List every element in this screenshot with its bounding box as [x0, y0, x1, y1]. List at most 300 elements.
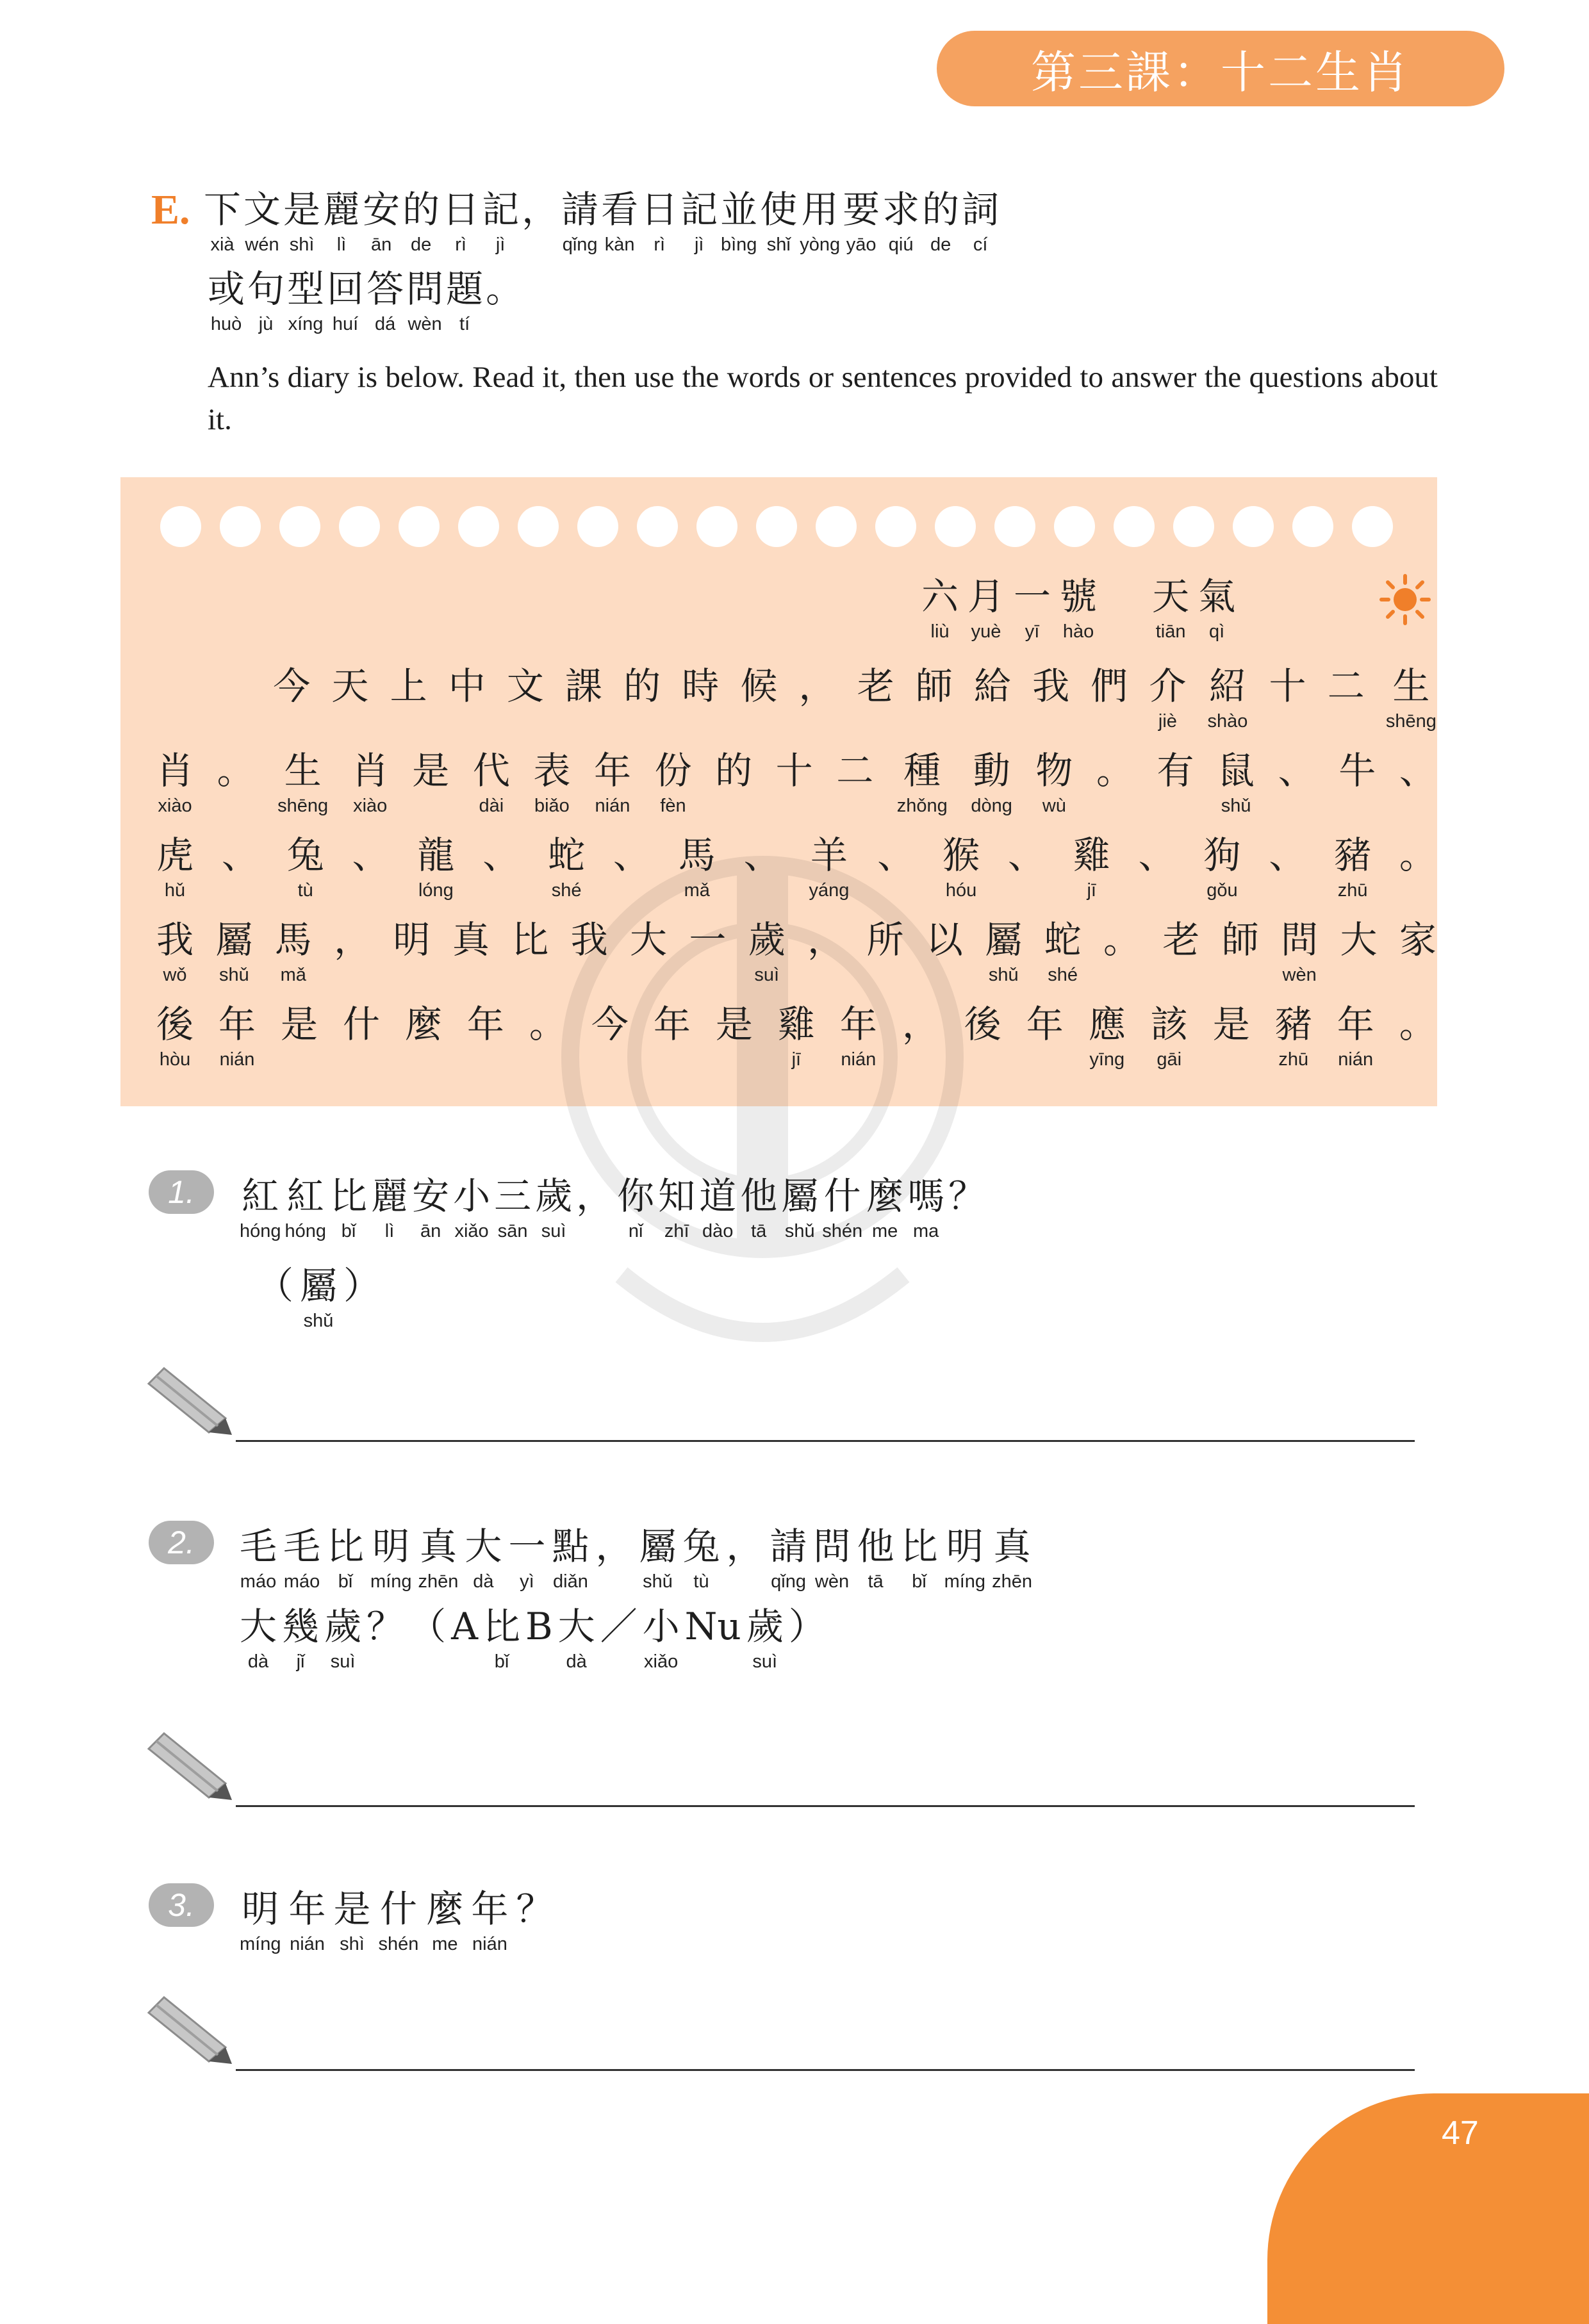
- hanzi-cell: [985, 916, 1022, 986]
- hanzi-cell: [240, 1172, 281, 1243]
- hanzi: 代: [472, 749, 510, 792]
- hanzi: 比: [900, 1525, 938, 1568]
- hanzi-cell: [343, 1262, 381, 1332]
- hanzi-cell: [156, 662, 193, 733]
- pinyin: sān: [497, 1221, 528, 1241]
- hanzi-cell: [352, 747, 389, 817]
- hanzi-cell: [156, 747, 193, 817]
- hanzi: [215, 662, 252, 710]
- hanzi: 下: [204, 188, 242, 231]
- hanzi-cell: [327, 265, 364, 336]
- hanzi-cell: [282, 1603, 319, 1673]
- hanzi: 表: [533, 749, 571, 792]
- pinyin: bǐ: [912, 1571, 926, 1592]
- binder-hole: [756, 506, 797, 547]
- hanzi: 回: [327, 267, 365, 311]
- hanzi-cell: [807, 916, 844, 986]
- hanzi-cell: [1399, 747, 1437, 817]
- pinyin: zhǒng: [896, 796, 948, 816]
- hanzi-cell: [247, 265, 284, 336]
- hanzi: 大: [630, 918, 668, 962]
- pinyin: shǔ: [784, 1221, 815, 1241]
- hanzi-cell: [595, 1523, 632, 1593]
- pinyin: dá: [374, 314, 396, 334]
- hanzi: 以: [925, 918, 963, 962]
- hanzi: 是: [1212, 1002, 1250, 1046]
- hanzi: 老: [857, 664, 894, 708]
- hanzi-cell: [689, 916, 726, 986]
- hanzi-cell: [525, 1603, 553, 1673]
- hanzi-cell: [283, 186, 320, 256]
- hanzi-cell: [273, 662, 310, 733]
- hanzi-cell: [654, 1001, 691, 1071]
- pinyin: shǔ: [1221, 796, 1251, 816]
- hanzi-cell: [1149, 662, 1186, 733]
- section-letter: E.: [151, 186, 190, 233]
- hanzi: 。: [1103, 918, 1141, 962]
- hanzi-cell: [1103, 916, 1140, 986]
- hanzi: 年: [1337, 1002, 1374, 1046]
- hanzi-cell: [799, 662, 836, 733]
- pinyin: shì: [289, 234, 315, 255]
- hanzi: 句: [247, 267, 285, 311]
- hanzi-cell: [600, 1603, 638, 1673]
- hanzi: 後: [156, 1002, 194, 1046]
- hanzi-cell: [402, 186, 440, 256]
- hanzi: 我: [156, 918, 194, 962]
- hanzi: 該: [1150, 1002, 1188, 1046]
- hanzi: 點: [552, 1525, 589, 1568]
- hanzi: 雞: [777, 1002, 815, 1046]
- pinyin: suì: [752, 1651, 778, 1672]
- sun-icon: [1379, 574, 1431, 625]
- pinyin: bìng: [720, 234, 757, 255]
- hanzi: 日: [442, 188, 480, 231]
- hanzi: ／: [600, 1605, 638, 1648]
- binder-hole: [994, 506, 1035, 547]
- hanzi-cell: [516, 1885, 553, 1956]
- hanzi: 詞: [962, 188, 1000, 231]
- hanzi-cell: [535, 1172, 572, 1243]
- question-number-2: 2.: [149, 1521, 214, 1564]
- hanzi: 什: [823, 1174, 861, 1218]
- hanzi-cell: [363, 186, 400, 256]
- hanzi: 所: [866, 918, 904, 962]
- hanzi: ？: [516, 1887, 554, 1931]
- pinyin: míng: [944, 1571, 986, 1592]
- hanzi: ）: [788, 1605, 826, 1648]
- hanzi-cell: [1334, 831, 1371, 902]
- hanzi-cell: [561, 186, 598, 256]
- hanzi: 記: [680, 188, 718, 231]
- hanzi-cell: [1217, 747, 1255, 817]
- hanzi: 中: [448, 664, 486, 708]
- hanzi-cell: [613, 831, 650, 902]
- hanzi-cell: [1208, 662, 1248, 733]
- binder-hole: [1233, 506, 1274, 547]
- hanzi: 真: [452, 918, 490, 962]
- hanzi-cell: [409, 1603, 446, 1673]
- hanzi-cell: [243, 186, 281, 256]
- hanzi: 屬: [639, 1525, 677, 1568]
- hanzi: 幾: [282, 1605, 320, 1648]
- hanzi-cell: [522, 186, 559, 256]
- hanzi-cell: [776, 747, 813, 817]
- hanzi-cell: [867, 916, 904, 986]
- pinyin: nǐ: [628, 1221, 643, 1241]
- hanzi-cell: [218, 1001, 256, 1071]
- hanzi-cell: [204, 186, 241, 256]
- hanzi: 三: [494, 1174, 532, 1218]
- hanzi: 一: [1014, 575, 1051, 618]
- binder-hole: [160, 506, 201, 547]
- hanzi-cell: [281, 1001, 318, 1071]
- hanzi: 毛: [283, 1525, 321, 1568]
- page-number: 47: [1442, 2115, 1479, 2152]
- hanzi-cell: [393, 916, 431, 986]
- pinyin: yuè: [971, 621, 1001, 642]
- hanzi: 問: [813, 1525, 851, 1568]
- hanzi-cell: [1060, 573, 1097, 643]
- hanzi: A: [451, 1605, 478, 1648]
- hanzi-cell: [331, 662, 368, 733]
- hanzi: [156, 662, 193, 710]
- hanzi-cell: [533, 747, 570, 817]
- hanzi-cell: [760, 186, 797, 256]
- pinyin: hǔ: [164, 880, 186, 901]
- hanzi: ，: [726, 1525, 764, 1568]
- hanzi: ，: [902, 1002, 939, 1046]
- pinyin: xíng: [288, 314, 324, 334]
- hanzi: 虎: [156, 833, 194, 877]
- hanzi-cell: [288, 1885, 325, 1956]
- pinyin: mǎ: [280, 965, 306, 985]
- hanzi: 看: [601, 188, 639, 231]
- hanzi-cell: [473, 747, 510, 817]
- hanzi: 麼: [404, 1002, 442, 1046]
- hanzi-cell: [1269, 831, 1306, 902]
- hanzi: 麗: [323, 188, 361, 231]
- hanzi: 麗: [371, 1174, 409, 1218]
- hanzi: 、: [1269, 833, 1306, 877]
- hanzi-cell: [992, 1523, 1032, 1593]
- hanzi-cell: [944, 1523, 985, 1593]
- pinyin: zhēn: [992, 1571, 1032, 1592]
- hanzi: 明: [946, 1525, 984, 1568]
- hanzi-cell: [548, 831, 585, 902]
- hanzi-cell: [699, 1172, 736, 1243]
- hanzi: 大: [465, 1525, 502, 1568]
- hanzi: 我: [1032, 664, 1070, 708]
- hanzi-cell: [857, 662, 894, 733]
- hanzi-cell: [639, 1523, 676, 1593]
- hanzi-cell: [967, 573, 1005, 643]
- hanzi-cell: [822, 1172, 862, 1243]
- hanzi-cell: [1338, 747, 1376, 817]
- pinyin: hóu: [945, 880, 977, 901]
- hanzi: 課: [564, 664, 602, 708]
- answer-line-2[interactable]: [236, 1805, 1415, 1807]
- pinyin: zhū: [1337, 880, 1368, 901]
- hanzi-cell: [623, 662, 661, 733]
- hanzi: 屬: [781, 1174, 819, 1218]
- hanzi: 大: [1340, 918, 1378, 962]
- hanzi-cell: [1203, 831, 1240, 902]
- pinyin: shào: [1207, 711, 1248, 732]
- pinyin: xiǎo: [644, 1651, 679, 1672]
- pinyin: shēng: [277, 796, 329, 816]
- hanzi: 天: [1152, 575, 1190, 618]
- hanzi-cell: [571, 916, 608, 986]
- hanzi-cell: [471, 1885, 508, 1956]
- hanzi: 兔: [682, 1525, 720, 1568]
- school-emblem-watermark: [545, 826, 980, 1390]
- hanzi-cell: [1275, 1001, 1312, 1071]
- binder-holes: [160, 506, 1393, 547]
- hanzi: 紅: [286, 1174, 324, 1218]
- hanzi-cell: [287, 265, 324, 336]
- hanzi: 們: [1091, 664, 1128, 708]
- pinyin: dòng: [971, 796, 1012, 816]
- hanzi: 是: [280, 1002, 318, 1046]
- hanzi-cell: [1399, 1001, 1437, 1071]
- hanzi: ？: [366, 1605, 404, 1648]
- hanzi: ，: [522, 188, 559, 231]
- pinyin: huí: [332, 314, 359, 334]
- pinyin: máo: [240, 1571, 277, 1592]
- hanzi-cell: [451, 1603, 478, 1673]
- hanzi-cell: [240, 1603, 277, 1673]
- answer-line-1[interactable]: [236, 1440, 1415, 1442]
- hanzi-cell: [217, 747, 254, 817]
- binder-hole: [875, 506, 916, 547]
- hanzi: 。: [529, 1002, 566, 1046]
- hanzi: 。: [1399, 1002, 1437, 1046]
- hanzi: 大: [240, 1605, 277, 1648]
- pinyin: xiào: [158, 796, 192, 816]
- hanzi: 年: [653, 1002, 691, 1046]
- hanzi-cell: [275, 916, 312, 986]
- pinyin: tù: [693, 1571, 709, 1592]
- pinyin: qǐng: [771, 1571, 806, 1592]
- pencil-icon: [142, 1730, 232, 1800]
- question-3-text: [240, 1885, 553, 1956]
- pinyin: ān: [420, 1221, 441, 1241]
- hanzi: 今: [591, 1002, 629, 1046]
- pinyin: dà: [247, 1651, 269, 1672]
- hanzi-cell: [720, 186, 757, 256]
- hanzi-cell: [486, 265, 523, 336]
- hanzi-cell: [1089, 1001, 1126, 1071]
- hanzi: 安: [412, 1174, 450, 1218]
- hanzi-cell: [740, 662, 777, 733]
- hanzi: 歲: [535, 1174, 573, 1218]
- hanzi: 的: [623, 664, 661, 708]
- answer-line-3[interactable]: [236, 2069, 1415, 2071]
- hanzi-cell: [405, 1001, 442, 1071]
- hanzi-cell: [770, 1523, 807, 1593]
- hanzi: 是: [412, 749, 450, 792]
- pinyin: suì: [330, 1651, 356, 1672]
- hanzi-cell: [256, 1262, 293, 1332]
- binder-hole: [637, 506, 678, 547]
- pinyin: yì: [520, 1571, 534, 1592]
- hanzi: 、: [221, 833, 259, 877]
- hanzi: 、: [743, 833, 781, 877]
- hanzi-cell: [643, 1603, 680, 1673]
- hanzi-cell: [453, 1172, 490, 1243]
- hanzi-cell: [843, 186, 880, 256]
- hanzi: 豬: [1334, 833, 1372, 877]
- hanzi-cell: [343, 1001, 380, 1071]
- hanzi-cell: [576, 1172, 613, 1243]
- pinyin: xiǎo: [454, 1221, 489, 1241]
- pinyin: cí: [973, 234, 988, 255]
- hanzi-cell: [1328, 662, 1365, 733]
- diary-date-line: [921, 573, 1235, 643]
- hanzi: 肖: [156, 749, 194, 792]
- hanzi-cell: [1073, 831, 1110, 902]
- pinyin: hào: [1062, 621, 1094, 642]
- hanzi: 答: [366, 267, 404, 311]
- hanzi-cell: [467, 1001, 504, 1071]
- hanzi-cell: [452, 916, 490, 986]
- hanzi-cell: [1281, 916, 1318, 986]
- binder-hole: [1352, 506, 1393, 547]
- hanzi-cell: [1213, 1001, 1250, 1071]
- hanzi-cell: [882, 186, 919, 256]
- pinyin: bǐ: [341, 1221, 356, 1241]
- hanzi-cell: [379, 1885, 419, 1956]
- hanzi: 請: [770, 1525, 807, 1568]
- question-1-hint: [256, 1262, 381, 1332]
- hanzi-cell: [565, 662, 602, 733]
- hanzi: 、: [613, 833, 650, 877]
- hanzi: 羊: [810, 833, 848, 877]
- pinyin: qì: [1209, 621, 1225, 642]
- hanzi: 年: [466, 1002, 504, 1046]
- hanzi-cell: [1162, 916, 1199, 986]
- hanzi: 小: [453, 1174, 491, 1218]
- hanzi-cell: [744, 831, 781, 902]
- hanzi-cell: [330, 1172, 367, 1243]
- hanzi: 年: [218, 1002, 256, 1046]
- hanzi-cell: [897, 747, 948, 817]
- pinyin: jù: [258, 314, 274, 334]
- hanzi-cell: [1139, 831, 1176, 902]
- binder-hole: [339, 506, 380, 547]
- pinyin: shén: [378, 1934, 419, 1954]
- binder-hole: [935, 506, 976, 547]
- hanzi: 候: [740, 664, 778, 708]
- hanzi-cell: [1032, 662, 1069, 733]
- hanzi: 月: [967, 575, 1005, 618]
- hanzi: 並: [720, 188, 758, 231]
- pinyin: shén: [822, 1221, 863, 1241]
- hanzi: 日: [641, 188, 679, 231]
- pinyin: tiān: [1155, 621, 1186, 642]
- hanzi-cell: [1399, 916, 1437, 986]
- hanzi-cell: [287, 831, 324, 902]
- hanzi: 物: [1035, 749, 1073, 792]
- hanzi: 屬: [300, 1264, 338, 1307]
- hanzi-cell: [1014, 573, 1051, 643]
- hanzi: 題: [446, 267, 484, 311]
- question-2-text-line-2: [240, 1603, 826, 1673]
- hanzi: ，: [334, 918, 372, 962]
- hanzi-cell: [482, 831, 520, 902]
- english-instruction: Ann’s diary is below. Read it, then use the words or sentences provided to answer the questions about it.: [208, 361, 1438, 436]
- pinyin: qiú: [888, 234, 914, 255]
- pencil-icon: [142, 1993, 232, 2064]
- hanzi-cell: [412, 1172, 449, 1243]
- hanzi-cell: [418, 1523, 459, 1593]
- pinyin: dài: [479, 796, 504, 816]
- hanzi: （: [256, 1264, 294, 1307]
- pinyin: de: [930, 234, 951, 255]
- hanzi: Nu: [684, 1605, 741, 1648]
- pinyin: bǐ: [494, 1651, 509, 1672]
- hanzi-cell: [658, 1172, 695, 1243]
- hanzi-cell: [390, 662, 427, 733]
- hanzi: 天: [331, 664, 369, 708]
- binder-hole: [518, 506, 559, 547]
- diary-row-5: [156, 1001, 1437, 1071]
- hanzi-cell: [412, 747, 449, 817]
- hanzi-cell: [417, 831, 454, 902]
- hanzi: 什: [342, 1002, 380, 1046]
- binder-hole: [1114, 506, 1155, 547]
- hanzi-cell: [655, 747, 692, 817]
- hanzi: 蛇: [548, 833, 586, 877]
- hanzi: 馬: [274, 918, 312, 962]
- hanzi: 的: [715, 749, 753, 792]
- pinyin: wèn: [1282, 965, 1317, 985]
- hanzi: 真: [993, 1525, 1031, 1568]
- hanzi-cell: [215, 662, 252, 733]
- binder-hole: [696, 506, 737, 547]
- hanzi: 或: [208, 267, 245, 311]
- pinyin: gǒu: [1206, 880, 1238, 901]
- hanzi: 上: [390, 664, 427, 708]
- hanzi: 有: [1157, 749, 1194, 792]
- hanzi: 年: [593, 749, 631, 792]
- pinyin: yīng: [1089, 1049, 1125, 1070]
- pinyin: biǎo: [534, 796, 570, 816]
- binder-hole: [1292, 506, 1333, 547]
- binder-hole: [458, 506, 499, 547]
- hanzi: 問: [406, 267, 444, 311]
- hanzi-cell: [1096, 747, 1133, 817]
- hanzi-cell: [285, 1172, 327, 1243]
- binder-hole: [399, 506, 440, 547]
- hanzi: 雞: [1073, 833, 1110, 877]
- hanzi: 、: [352, 833, 390, 877]
- hanzi-cell: [1198, 573, 1235, 643]
- hanzi: 生: [284, 749, 322, 792]
- pinyin: wèn: [814, 1571, 850, 1592]
- binder-hole: [279, 506, 320, 547]
- hanzi: 麼: [866, 1174, 904, 1218]
- hanzi: 明: [372, 1525, 410, 1568]
- hanzi-cell: [334, 1885, 371, 1956]
- question-2-text-line-1: [240, 1523, 1032, 1593]
- pinyin: máo: [283, 1571, 320, 1592]
- hanzi: ，: [798, 664, 836, 708]
- hanzi-cell: [552, 1523, 589, 1593]
- pinyin: shǔ: [303, 1311, 334, 1331]
- hanzi-cell: [508, 1523, 545, 1593]
